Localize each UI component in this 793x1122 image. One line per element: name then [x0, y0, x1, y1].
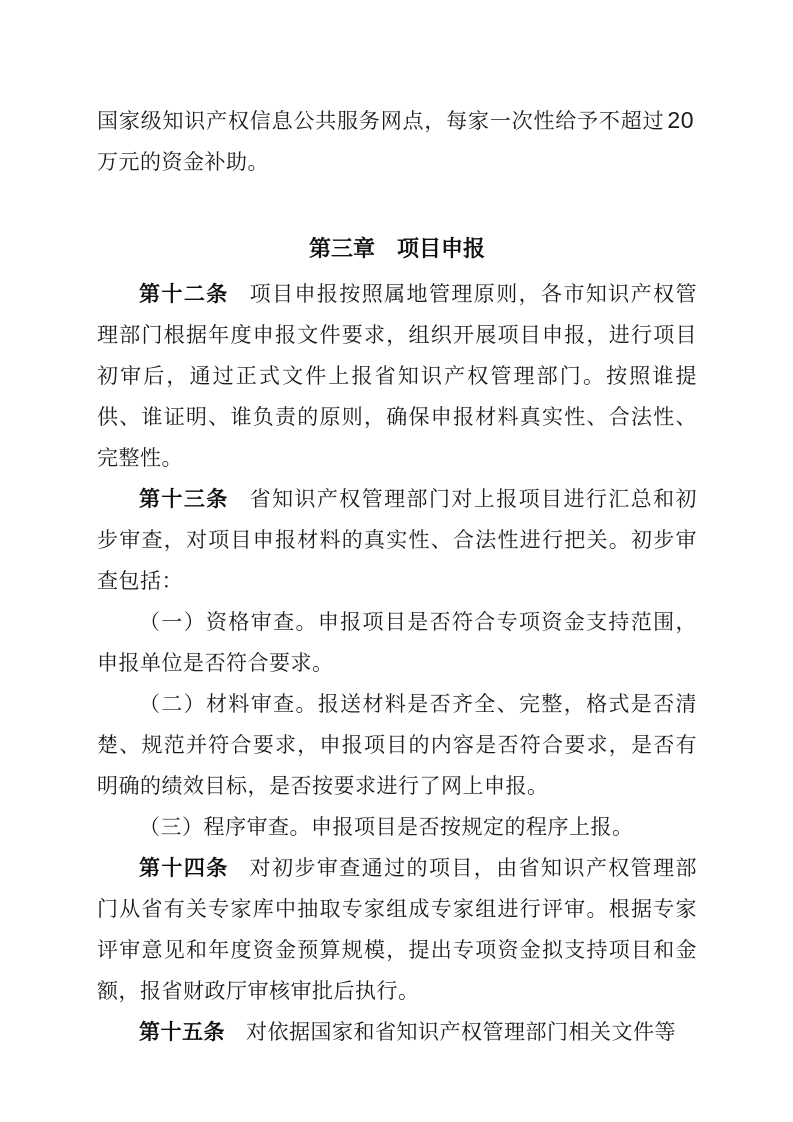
review-item-1-text: （一）资格审查。申报项目是否符合专项资金支持范围，申报单位是否符合要求。	[97, 610, 697, 675]
subsidy-amount-number: 20	[667, 107, 694, 133]
article-14-text: 对初步审查通过的项目，由省知识产权管理部门从省有关专家库中抽取专家组成专家组进行评审。根据专家评审意见和年度资金预算规模，提出专项资金拟支持项目和金额，报省财政厅审核审批后执行。	[97, 856, 698, 1003]
article-13-paragraph	[97, 479, 697, 602]
review-item-1	[97, 602, 697, 684]
article-13-label: 第十三条	[139, 488, 229, 511]
article-14-paragraph	[97, 848, 697, 1012]
continuation-text-before: 国家级知识产权信息公共服务网点，每家一次性给予不超过	[97, 109, 665, 133]
article-12-label: 第十二条	[139, 283, 229, 306]
article-12-paragraph	[97, 274, 697, 479]
review-item-3-text: （三）程序审查。申报项目是否按规定的程序上报。	[139, 815, 634, 839]
paragraph-continuation	[97, 100, 697, 183]
article-14-label: 第十四条	[139, 857, 229, 880]
chapter-heading: 第三章 项目申报	[308, 236, 485, 261]
review-item-2-text: （二）材料审查。报送材料是否齐全、完整，格式是否清楚、规范并符合要求，申报项目的内容是否符合要求，是否有明确的绩效目标，是否按要求进行了网上申报。	[97, 692, 697, 798]
article-15-paragraph	[97, 1012, 697, 1053]
continuation-text-after: 万元的资金补助。	[97, 150, 269, 174]
article-12-text: 项目申报按照属地管理原则，各市知识产权管理部门根据年度申报文件要求，组织开展项目申报，进行项目初审后，通过正式文件上报省知识产权管理部门。按照谁提供、谁证明、谁负责的原则，确保申报材料真实性、合法性、完整性。	[97, 282, 698, 470]
review-item-3	[97, 807, 697, 848]
article-15-label: 第十五条	[139, 1021, 225, 1044]
article-13-text: 省知识产权管理部门对上报项目进行汇总和初步审查，对项目申报材料的真实性、合法性进行把关。初步审查包括：	[97, 487, 698, 593]
article-15-text: 对依据国家和省知识产权管理部门相关文件等	[246, 1020, 676, 1044]
review-item-2	[97, 684, 697, 807]
